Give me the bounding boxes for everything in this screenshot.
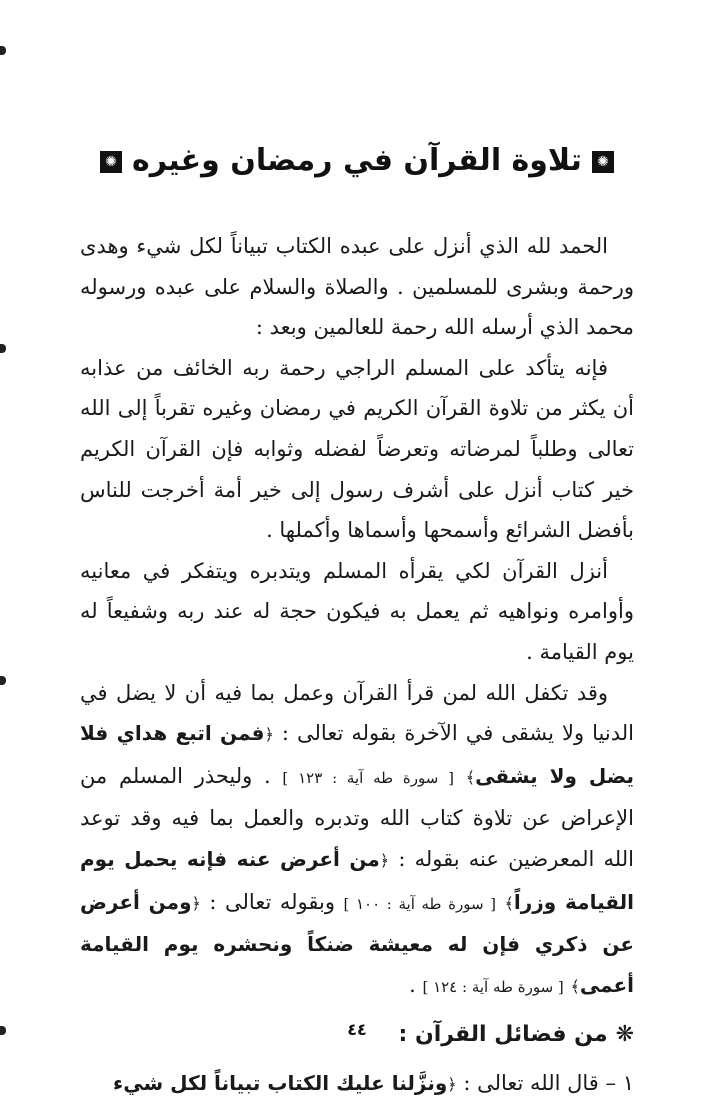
text-run: . وليحذر المسلم من الإعراض عن تلاوة كتاب الله وتدبره والعمل بما فيه وقد توعد الله المعرضين عنه بقوله :: [80, 763, 634, 871]
scan-edge-mark: [0, 676, 6, 685]
scan-edge-mark: [0, 46, 6, 55]
page-title: [0, 136, 714, 186]
text-run: قال الله تعالى :: [463, 1071, 599, 1096]
quran-quote: فمن اتبع هداي فلا يضل ولا يشقى: [80, 721, 634, 788]
quran-bracket-open: ﴿: [379, 850, 390, 870]
paragraph-recitation: فإنه يتأكد على المسلم الراجي رحمة ربه الخائف من عذابه أن يكثر من تلاوة القرآن الكريم في رمضان وغيره تقرباً إلى الله تعالى وطلباً لمرضاته وتعرضاً لفضله وثوابه فإن القرآن الكريم خير كتاب أنزل على أشرف رسول إلى خير أمة أخرجت للناس بأفضل الشرائع وأسمحها وأسماها وأكملها .: [80, 355, 634, 543]
text-run: .: [409, 972, 416, 997]
ornament-box-icon: [100, 151, 122, 173]
list-item-number: ١ –: [605, 1071, 634, 1096]
quran-quote: ومن أعرض عن ذكري فإن له معيشة ضنكاً ونحشره يوم القيامة أعمى: [80, 889, 634, 997]
quran-bracket-close: ﴾: [570, 976, 580, 996]
text-run: وقد تكفل الله لمن قرأ القرآن وعمل بما فيه أن لا يضل في الدنيا ولا يشقى في الآخرة بقوله تعالى :: [80, 680, 634, 746]
page-title-text: تلاوة القرآن في رمضان وغيره: [132, 143, 582, 178]
quran-bracket-close: ﴾: [465, 767, 476, 787]
list-item: [80, 1059, 634, 1109]
text-run: وبقوله تعالى :: [209, 889, 335, 914]
paragraph-intro: الحمد لله الذي أنزل على عبده الكتاب تبياناً لكل شيء وهدى ورحمة وبشرى للمسلمين . والصلاة والسلام على عبده ورسوله محمد الذي أرسله الله رحمة للعالمين وبعد :: [80, 234, 634, 340]
verse-reference: [ سورة طه آية : ١٢٣ ]: [282, 768, 455, 787]
quran-quote: من أعرض عنه فإنه يحمل يوم القيامة وزراً: [80, 846, 635, 914]
quran-bracket-open: ﴿: [264, 725, 274, 745]
paragraph-purpose: أنزل القرآن لكي يقرأه المسلم ويتدبره ويتفكر في معانيه وأوامره ونواهيه ثم يعمل به فيكون حجة له عند ربه وشفيعاً له يوم القيامة .: [80, 558, 634, 664]
quran-bracket-close: ﴾: [504, 893, 514, 913]
ornament-box-icon: [592, 151, 614, 173]
page-number: ٤٤: [347, 1020, 367, 1039]
section-heading-text: من فضائل القرآن :: [398, 1022, 608, 1048]
verse-reference: [ سورة طه آية : ١٢٤ ]: [422, 977, 564, 996]
paragraph-guarantee: [80, 673, 634, 1008]
verse-reference: [ سورة طه آية : ١٠٠ ]: [343, 894, 496, 913]
article-body: [80, 226, 634, 1109]
star-icon: ❋: [615, 1022, 634, 1048]
quran-quote: ونزَّلنا عليك الكتاب تبياناً لكل شيء: [113, 1071, 448, 1096]
quran-bracket-open: ﴿: [191, 893, 201, 913]
scan-edge-mark: [0, 344, 6, 353]
quran-bracket-open: ﴿: [447, 1075, 457, 1095]
